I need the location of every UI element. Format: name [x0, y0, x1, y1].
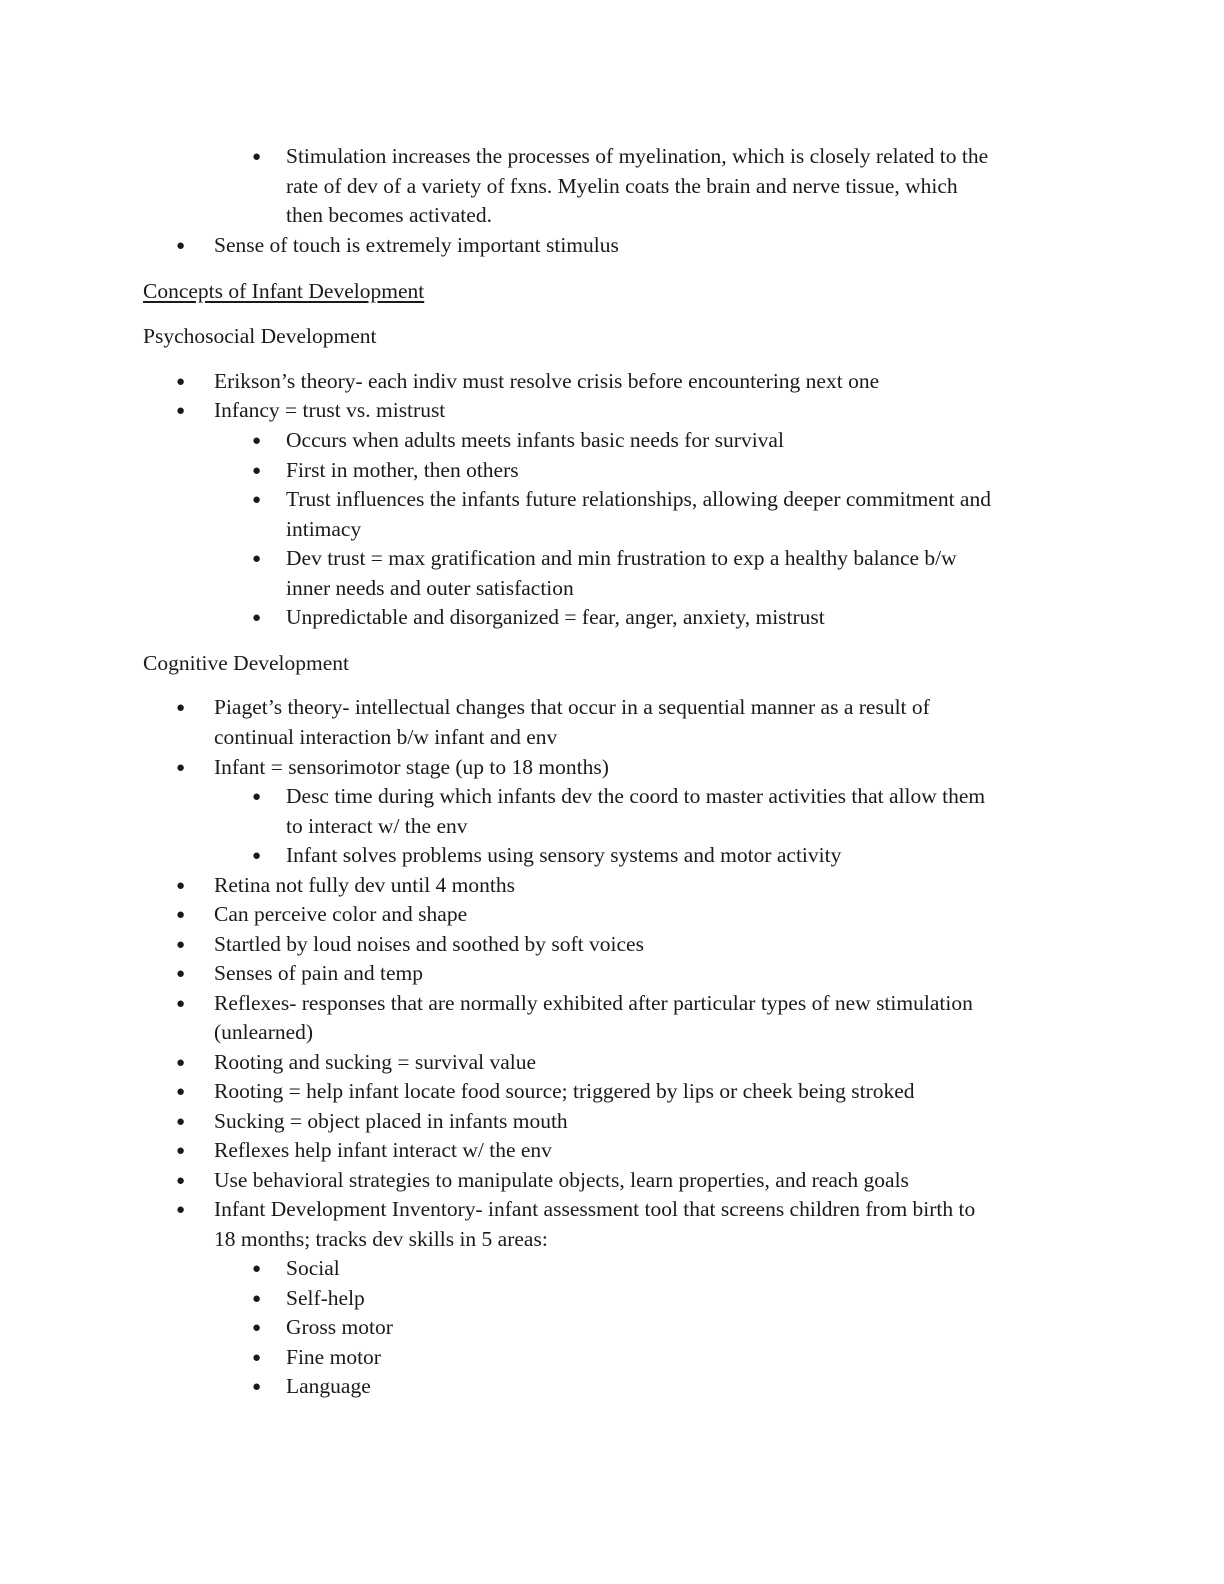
text-line: Reflexes help infant interact w/ the env — [214, 1138, 552, 1162]
bullet-icon: ● — [176, 1114, 186, 1130]
bullet-icon: ● — [176, 966, 186, 982]
bullet-icon: ● — [252, 1350, 262, 1366]
text-line: Social — [286, 1256, 340, 1280]
text-line: Infant = sensorimotor stage (up to 18 months) — [214, 755, 609, 779]
bullet-icon: ● — [252, 463, 262, 479]
bullet-icon: ● — [176, 937, 186, 953]
bullet-icon: ● — [176, 238, 186, 254]
text-line: Sense of touch is extremely important stimulus — [214, 233, 619, 257]
bullet-icon: ● — [252, 1379, 262, 1395]
cognitive-heading: Cognitive Development — [143, 651, 350, 675]
text-line: Use behavioral strategies to manipulate objects, learn properties, and reach goals — [214, 1168, 909, 1192]
bullet-icon: ● — [176, 878, 186, 894]
text-line: Infant Development Inventory- infant assessment tool that screens children from birth to — [214, 1197, 976, 1221]
bullet-icon: ● — [252, 551, 262, 567]
bullet-icon: ● — [176, 403, 186, 419]
bullet-icon: ● — [252, 1320, 262, 1336]
bullet-icon: ● — [176, 1055, 186, 1071]
text-line: Dev trust = max gratification and min frustration to exp a healthy balance b/w — [286, 546, 957, 570]
bullet-icon: ● — [176, 907, 186, 923]
bullet-icon: ● — [252, 1291, 262, 1307]
text-line: 18 months; tracks dev skills in 5 areas: — [214, 1227, 548, 1251]
text-line: Fine motor — [286, 1345, 381, 1369]
text-line: continual interaction b/w infant and env — [214, 725, 558, 749]
text-line: inner needs and outer satisfaction — [286, 576, 574, 600]
section-title: Concepts of Infant Development — [143, 279, 425, 303]
bullet-icon: ● — [252, 433, 262, 449]
bullet-icon: ● — [252, 149, 262, 165]
bullet-icon: ● — [252, 789, 262, 805]
bullet-icon: ● — [176, 760, 186, 776]
text-line: Language — [286, 1374, 371, 1398]
text-line: then becomes activated. — [286, 203, 492, 227]
text-line: Self-help — [286, 1286, 365, 1310]
text-line: Startled by loud noises and soothed by soft voices — [214, 932, 644, 956]
text-line: Trust influences the infants future relationships, allowing deeper commitment and — [286, 487, 991, 511]
bullet-icon: ● — [252, 610, 262, 626]
text-line: Infancy = trust vs. mistrust — [214, 398, 446, 422]
text-line: Reflexes- responses that are normally exhibited after particular types of new stimulation — [214, 991, 973, 1015]
text-line: Retina not fully dev until 4 months — [214, 873, 515, 897]
bullet-icon: ● — [176, 996, 186, 1012]
text-line: to interact w/ the env — [286, 814, 468, 838]
text-line: Piaget’s theory- intellectual changes that occur in a sequential manner as a result of — [214, 695, 930, 719]
text-line: Sucking = object placed in infants mouth — [214, 1109, 568, 1133]
text-line: Stimulation increases the processes of myelination, which is closely related to the — [286, 144, 989, 168]
text-line: Desc time during which infants dev the coord to master activities that allow them — [286, 784, 986, 808]
bullet-icon: ● — [176, 1143, 186, 1159]
text-line: First in mother, then others — [286, 458, 519, 482]
text-line: Senses of pain and temp — [214, 961, 423, 985]
text-line: Occurs when adults meets infants basic needs for survival — [286, 428, 784, 452]
bullet-icon: ● — [252, 1261, 262, 1277]
text-line: Gross motor — [286, 1315, 393, 1339]
text-line: Unpredictable and disorganized = fear, anger, anxiety, mistrust — [286, 605, 825, 629]
bullet-icon: ● — [176, 1202, 186, 1218]
bullet-icon: ● — [176, 1173, 186, 1189]
text-line: Rooting and sucking = survival value — [214, 1050, 537, 1074]
bullet-icon: ● — [252, 492, 262, 508]
text-line: Rooting = help infant locate food source; triggered by lips or cheek being stroked — [214, 1079, 915, 1103]
bullet-icon: ● — [176, 1084, 186, 1100]
bullet-icon: ● — [252, 848, 262, 864]
text-line: rate of dev of a variety of fxns. Myelin coats the brain and nerve tissue, which — [286, 174, 958, 198]
text-line: Infant solves problems using sensory systems and motor activity — [286, 843, 842, 867]
text-line: Can perceive color and shape — [214, 902, 468, 926]
text-line: intimacy — [286, 517, 362, 541]
text-line: Erikson’s theory- each indiv must resolve crisis before encountering next one — [214, 369, 880, 393]
psychosocial-heading: Psychosocial Development — [143, 324, 377, 348]
bullet-icon: ● — [176, 700, 186, 716]
bullet-icon: ● — [176, 374, 186, 390]
text-line: (unlearned) — [214, 1020, 314, 1044]
